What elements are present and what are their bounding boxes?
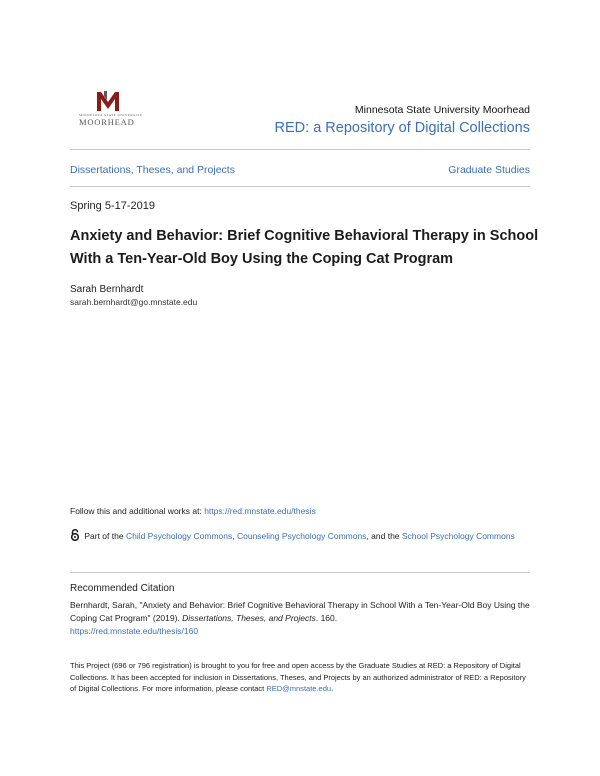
department-link[interactable]: Graduate Studies: [448, 164, 530, 176]
citation-heading: Recommended Citation: [70, 583, 175, 594]
follow-url-link[interactable]: https://red.mnstate.edu/thesis: [204, 506, 316, 516]
open-access-icon: [70, 529, 80, 546]
school-psychology-link[interactable]: School Psychology Commons: [401, 531, 515, 541]
publication-date: Spring 5-17-2019: [70, 200, 156, 212]
author-email: sarah.bernhardt@go.mnstate.edu: [70, 297, 198, 307]
divider: [70, 572, 530, 573]
follow-line: [70, 506, 316, 516]
repository-link[interactable]: RED: a Repository of Digital Collections: [274, 120, 530, 136]
author-name: Sarah Bernhardt: [70, 284, 144, 295]
disclaimer-text: This Project (696 or 796 registration) is brought to you for free and open access by the Graduate Studies at RED: a Repository of Digital Collections. It has been accepted for inclusion in Dissertations, Theses, and Projects by an authorized administrator of RED: a Repository of Digital Collections. For more information, please contact: [70, 661, 526, 693]
citation-main: Bernhardt, Sarah, "Anxiety and Behavior: Brief Cognitive Behavioral Therapy in School With a Ten-Year-Old Boy Using the Coping Cat Program" (2019).: [70, 600, 530, 623]
part-of-prefix: Part of the: [82, 531, 126, 541]
counseling-psychology-link[interactable]: Counseling Psychology Commons: [236, 531, 367, 541]
citation-number: . 160.: [315, 613, 338, 623]
contact-email-link[interactable]: RED@mnstate.edu: [266, 684, 332, 693]
access-disclaimer: [70, 660, 532, 695]
separator: ,: [232, 531, 237, 541]
citation-url-link[interactable]: https://red.mnstate.edu/thesis/160: [70, 626, 199, 636]
divider: [70, 149, 530, 150]
part-of-line: [70, 528, 530, 546]
citation-series: Dissertations, Theses, and Projects: [182, 613, 316, 623]
document-title: Anxiety and Behavior: Brief Cognitive Behavioral Therapy in School With a Ten-Year-Old Boy Using the Coping Cat Program: [70, 228, 539, 267]
follow-prefix: Follow this and additional works at:: [70, 506, 205, 516]
collection-link[interactable]: Dissertations, Theses, and Projects: [70, 164, 235, 176]
university-name: Minnesota State University Moorhead: [354, 104, 530, 116]
divider: [70, 186, 530, 187]
logo-wordmark: MOORHEAD: [79, 117, 135, 127]
child-psychology-link[interactable]: Child Psychology Commons: [125, 531, 233, 541]
separator: , and the: [366, 531, 402, 541]
disclaimer-end: .: [331, 684, 334, 693]
logo-small-text: MINNESOTA STATE UNIVERSITY: [79, 113, 143, 117]
citation-text: [70, 599, 535, 638]
